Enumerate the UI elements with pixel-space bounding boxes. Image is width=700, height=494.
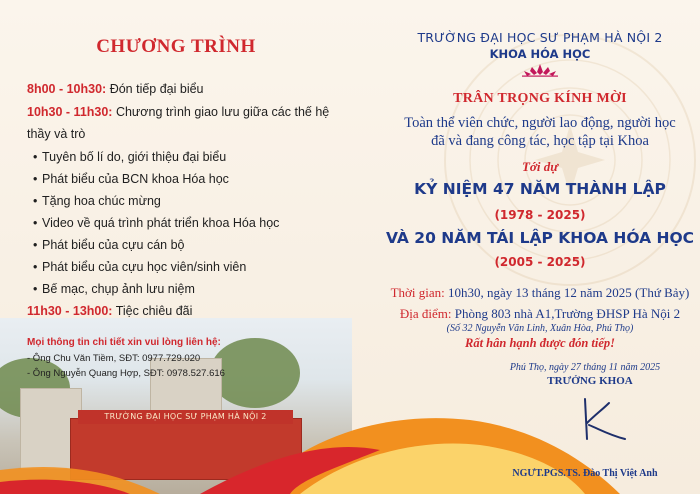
event-title: KỶ NIỆM 47 NĂM THÀNH LẬP (414, 180, 666, 198)
contact-person: - Ông Chu Văn Tiềm, SĐT: 0977.729.020 (27, 353, 201, 364)
program-item (27, 304, 192, 318)
contact-person: - Ông Nguyễn Quang Hợp, SĐT: 0978.527.616 (27, 368, 225, 379)
program-bullet: • Bế mạc, chụp ảnh lưu niệm (42, 282, 195, 296)
event-title: VÀ 20 NĂM TÁI LẬP KHOA HÓA HỌC (385, 229, 695, 247)
program-title: CHƯƠNG TRÌNH (96, 36, 256, 57)
program-bullet: • Phát biểu của BCN khoa Hóa học (42, 172, 229, 186)
program-text: thầy và trò (27, 127, 86, 141)
program-bullet: • Phát biểu của cựu học viên/sinh viên (42, 260, 246, 274)
program-text: Chương trình giao lưu giữa các thế hệ (112, 105, 330, 119)
contact-heading: Mọi thông tin chi tiết xin vui lòng liên hệ: (27, 337, 221, 348)
attend-label: Tới dự (521, 159, 559, 174)
program-text: Đón tiếp đại biểu (106, 82, 204, 96)
program-bullet: • Tuyên bố lí do, giới thiệu đại biểu (42, 150, 226, 164)
program-time: 8h00 - 10h30: (27, 82, 107, 96)
signer-name: NGƯT.PGS.TS. Đào Thị Việt Anh (512, 468, 658, 479)
invitee-line: đã và đang công tác, học tập tại Khoa (431, 133, 649, 149)
program-item (27, 127, 85, 141)
event-years: (1978 - 2025) (494, 208, 586, 222)
program-bullet: • Tặng hoa chúc mừng (42, 194, 161, 208)
event-address: (Số 32 Nguyễn Văn Linh, Xuân Hòa, Phú Thọ) (446, 323, 634, 334)
event-time (380, 285, 700, 301)
program-time: 11h30 - 13h00: (27, 304, 113, 318)
faculty-name: KHOA HÓA HỌC (489, 47, 591, 61)
time-value: 10h30, ngày 13 tháng 12 năm 2025 (Thứ Bảy) (444, 285, 690, 300)
program-item (27, 82, 204, 96)
building-sign: TRƯỜNG ĐẠI HỌC SƯ PHẠM HÀ NỘI 2 (78, 410, 293, 424)
program-time: 10h30 - 11h30: (27, 105, 113, 119)
place-value: Phòng 803 nhà A1,Trường ĐHSP Hà Nội 2 (451, 306, 681, 321)
event-place (380, 306, 700, 322)
signature-mark (575, 395, 635, 445)
program-item (27, 105, 329, 119)
school-name: TRƯỜNG ĐẠI HỌC SƯ PHẠM HÀ NỘI 2 (417, 30, 663, 45)
welcome-line: Rất hân hạnh được đón tiếp! (465, 336, 615, 350)
event-years: (2005 - 2025) (494, 255, 586, 269)
program-bullet: • Phát biểu của cựu cán bộ (42, 238, 185, 252)
invite-heading: TRÂN TRỌNG KÍNH MỜI (453, 91, 627, 106)
program-text: Tiệc chiêu đãi (112, 304, 193, 318)
program-bullet: • Video về quá trình phát triển khoa Hóa học (42, 216, 279, 230)
lotus-ornament-icon (518, 63, 562, 77)
time-label: Thời gian: (390, 285, 445, 300)
signer-role: TRƯỞNG KHOA (547, 375, 633, 387)
signing-date: Phú Thọ, ngày 27 tháng 11 năm 2025 (509, 362, 661, 373)
place-label: Địa điểm: (399, 306, 452, 321)
invitee-line: Toàn thể viên chức, người lao động, người học (404, 115, 676, 131)
